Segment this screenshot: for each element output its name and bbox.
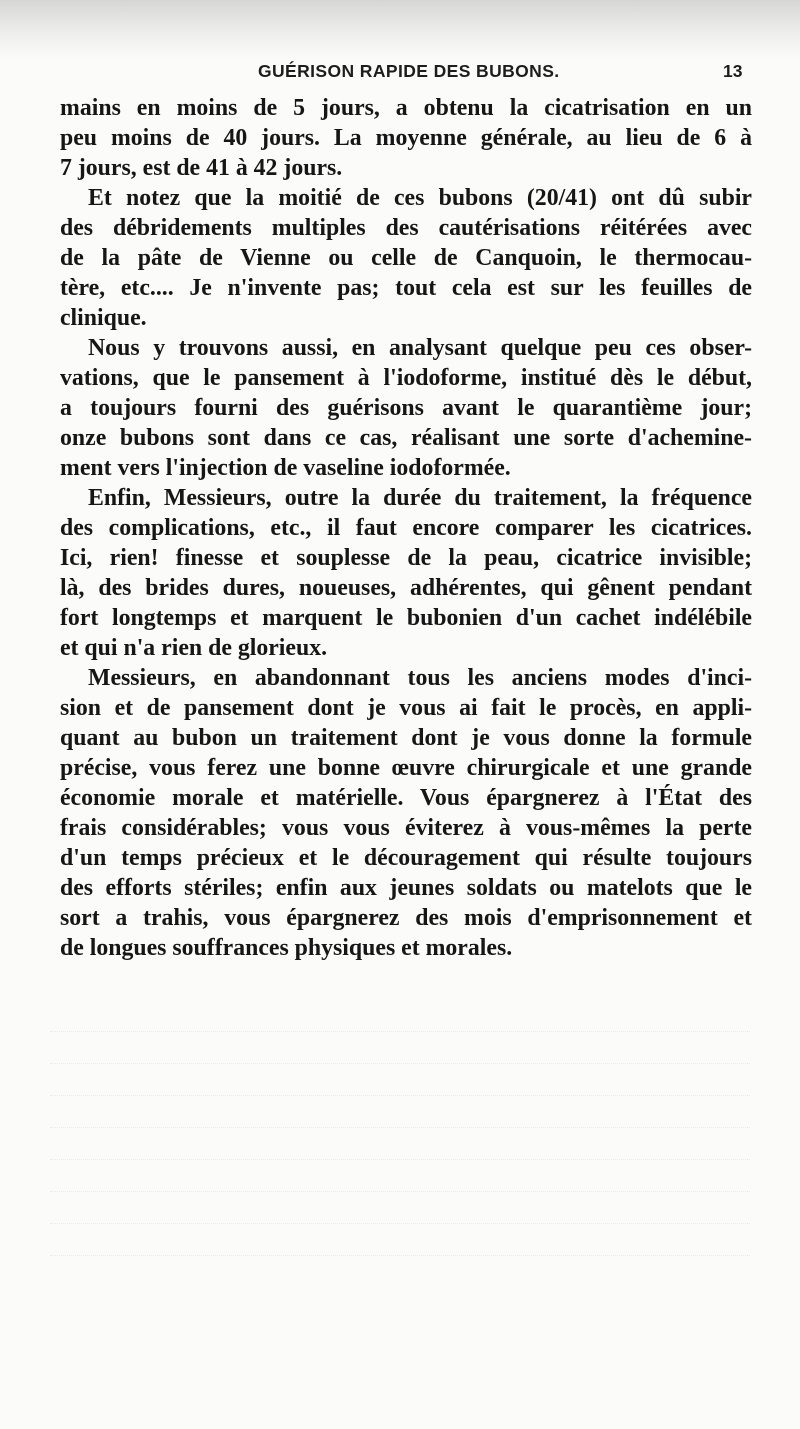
text-line: de la pâte de Vienne ou celle de Canquoin, le thermocau- [60,245,752,271]
text-line: Enfin, Messieurs, outre la durée du traitement, la fréquence [88,485,752,511]
show-through-residue [50,1000,750,1320]
text-line: et qui n'a rien de glorieux. [60,635,328,661]
text-line: clinique. [60,305,147,331]
show-through-line [50,1192,750,1224]
show-through-line [50,1128,750,1160]
body-text [60,93,752,963]
text-line: là, des brides dures, noueuses, adhérentes, qui gênent pendant [60,575,752,601]
text-line: Ici, rien! finesse et souplesse de la peau, cicatrice invisible; [60,545,752,571]
show-through-line [50,1000,750,1032]
text-line: onze bubons sont dans ce cas, réalisant une sorte d'achemine- [60,425,752,451]
show-through-line [50,1064,750,1096]
text-line: fort longtemps et marquent le bubonien d'un cachet indélébile [60,605,752,631]
text-line: Messieurs, en abandonnant tous les anciens modes d'inci- [88,665,752,691]
text-line: frais considérables; vous vous éviterez à vous-mêmes la perte [60,815,752,841]
text-line: économie morale et matérielle. Vous épargnerez à l'État des [60,785,752,811]
text-line: a toujours fourni des guérisons avant le quarantième jour; [60,395,752,421]
running-title: GUÉRISON RAPIDE DES BUBONS. [258,61,560,81]
text-line: de longues souffrances physiques et morales. [60,935,513,961]
show-through-line [50,1160,750,1192]
text-line: d'un temps précieux et le découragement qui résulte toujours [60,845,752,871]
text-line: peu moins de 40 jours. La moyenne générale, au lieu de 6 à [60,125,752,151]
text-line: des débridements multiples des cautérisations réitérées avec [60,215,752,241]
text-line: des efforts stériles; enfin aux jeunes soldats ou matelots que le [60,875,752,901]
page-number: 13 [723,61,743,81]
text-line: sort a trahis, vous épargnerez des mois d'emprisonnement et [60,905,752,931]
text-line: tère, etc.... Je n'invente pas; tout cela est sur les feuilles de [60,275,752,301]
show-through-line [50,1032,750,1064]
text-line: vations, que le pansement à l'iodoforme, institué dès le début, [60,365,752,391]
page-edge-shading [0,0,800,60]
text-line: 7 jours, est de 41 à 42 jours. [60,155,343,181]
show-through-line [50,1224,750,1256]
text-line: Nous y trouvons aussi, en analysant quelque peu ces obser- [88,335,752,361]
text-line: quant au bubon un traitement dont je vous donne la formule [60,725,752,751]
text-line: Et notez que la moitié de ces bubons (20/41) ont dû subir [88,185,752,211]
show-through-line [50,1096,750,1128]
text-line: mains en moins de 5 jours, a obtenu la cicatrisation en un [60,95,752,121]
text-line: précise, vous ferez une bonne œuvre chirurgicale et une grande [60,755,752,781]
text-line: ment vers l'injection de vaseline iodoformée. [60,455,511,481]
text-line: sion et de pansement dont je vous ai fait le procès, en appli- [60,695,752,721]
text-line: des complications, etc., il faut encore comparer les cicatrices. [60,515,752,541]
running-header [0,57,800,87]
